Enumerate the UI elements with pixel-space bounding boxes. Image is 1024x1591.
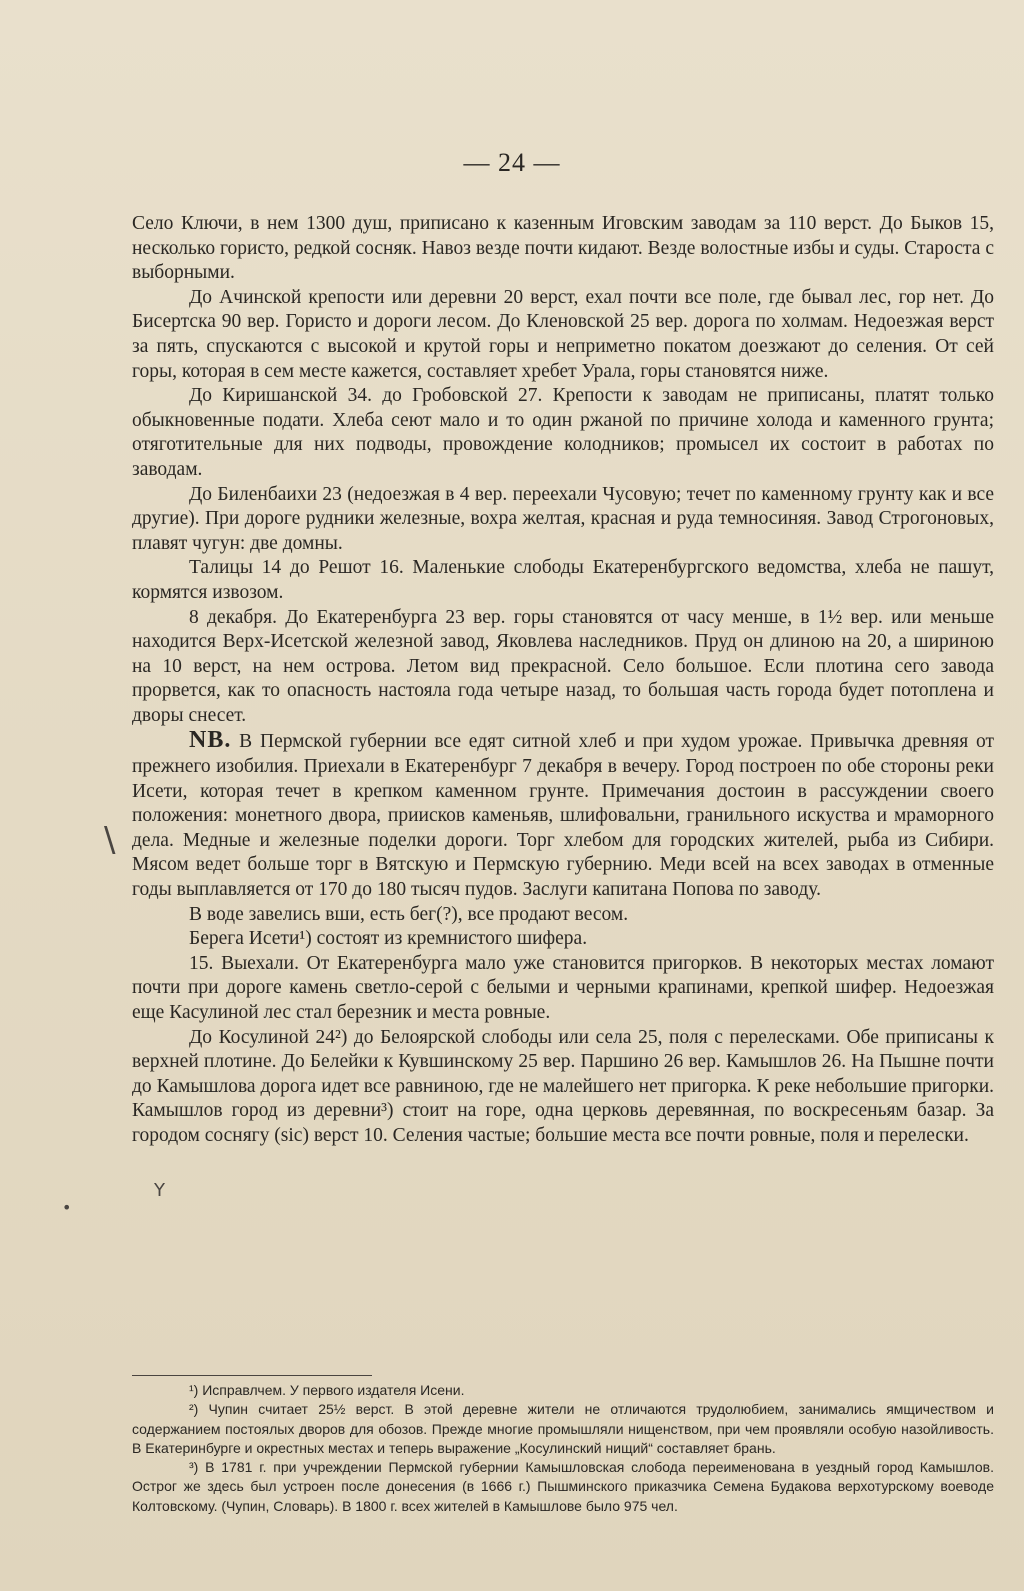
- footnote-divider: [132, 1375, 372, 1376]
- paragraph: Талицы 14 до Решот 16. Маленькие слободы Екатеренбургского ведомства, хлеба не пашут, кормятся извозом.: [132, 557, 994, 603]
- paragraph: В воде завелись вши, есть бег(?), все продают весом.: [189, 903, 629, 925]
- footnote: ²) Чупин считает 25½ верст. В этой деревне жители не отличаются трудолюбием, занимались ямщичеством и содержанием постоялых дворов для обозов. Прежде многие промышляли нищенством, при чем проявляли особую назойливость. В Екатеринбурге и окрестных местах и теперь выражение „Косулинский нищий“ составляет брань.: [132, 1401, 994, 1456]
- paragraph: До Косулиной 24²) до Белоярской слободы или села 25, поля с перелесками. Обе приписаны к верхней плотине. До Белейки к Кувшинскому 25 вер. Паршино 26 вер. Камышлов 26. На Пышне почти до Камышлова дорога идет все равниною, где не малейшего нет пригорка. К реке небольшие пригорки. Камышлов город из деревни³) стоит на горе, одна церковь деревянная, по воскресеньям базар. За городом соснягу (sic) верст 10. Селения частые; большие места все почти ровные, поля и перелески.: [132, 1026, 994, 1146]
- footnote: ¹) Исправлчем. У первого издателя Исени.: [189, 1382, 465, 1398]
- footnotes: [132, 1381, 994, 1516]
- nb-paragraph: [132, 728, 994, 902]
- footnote: ³) В 1781 г. при учреждении Пермской губернии Камышловская слобода переименована в уездный город Камышлов. Острог же здесь был устроен после донесения (в 1666 г.) Пышминского приказчика Семена Будакова верхотурскому воеводе Колтовскому. (Чупин, Словарь). В 1800 г. всех жителей в Камышлове было 975 чел.: [132, 1459, 994, 1514]
- paragraph: До Ачинской крепости или деревни 20 верст, ехал почти все поле, где бывал лес, гор нет. До Бисертска 90 вер. Гористо и дороги лесом. До Кленовской 25 вер. дорога по холмам. Недоезжая верст за пять, спускаются с высокой и крутой горы и неприметно покатом доезжают до селения. От сей горы, которая в сем месте кажется, составляет хребет Урала, горы становятся ниже.: [132, 286, 994, 382]
- paragraph: До Биленбаихи 23 (недоезжая в 4 вер. переехали Чусовую; течет по каменному грунту как и все другие). При дороге рудники железные, вохра желтая, красная и руда темносиняя. Завод Строгоновых, плавят чугун: две домны.: [132, 483, 994, 554]
- paragraph: Село Ключи, в нем 1300 душ, приписано к казенным Иговским заводам за 110 верст. До Быков 15, несколько гористо, редкой сосняк. Навоз везде почти кидают. Везде волостные избы и суды. Староста с выборными.: [132, 213, 994, 284]
- paragraph: Берега Исети¹) состоят из кремнистого шифера.: [189, 928, 588, 950]
- paragraph: 15. Выехали. От Екатеренбурга мало уже становится пригорков. В некоторых местах ломают почти при дороге камень светло-серой с белыми и черными крапинами, крепкой шифер. Недоезжая еще Касулиной лес стал березник и места ровные.: [132, 952, 994, 1023]
- page-number: — 24 —: [463, 148, 561, 177]
- margin-dot-mark: •: [62, 1198, 72, 1217]
- nb-text: В Пермской губернии все едят ситной хлеб и при худом урожае. Привычка древняя от прежнего изобилия. Приехали в Екатеренбург 7 декабря в вечеру. Город построен по обе стороны реки Исети, которая течет в крепком каменном грунте. Примечания достоин в рассуждении своего положения: монетного двора, приисков каменьяв, шлифовальни, гранильного искуства и мраморного дела. Медные и железные поделки дороги. Торг хлебом для городских жителей, рыба из Сибири. Мясом ведет больше торг в Вятскую и Пермскую губернию. Меди всей на всех заводах в отменные годы выплавляется от 170 до 180 тысяч пудов. Заслуги капитана Попова по заводу.: [132, 731, 995, 901]
- paragraph: До Киришанской 34. до Гробовской 27. Крепости к заводам не приписаны, платят только обыкновенные подати. Хлеба сеют мало и то один ржаной по причине холода и каменного грунта; отяготительные для них подводы, провождение колодников; промысел их состоит в работах по заводам.: [132, 385, 994, 480]
- margin-y-mark: Y: [154, 1180, 165, 1201]
- main-text: [132, 212, 994, 1149]
- paragraph: 8 декабря. До Екатеренбурга 23 вер. горы становятся от часу менше, в 1½ вер. или меньше находится Верх-Исетской железной завод, Яковлева наследников. Пруд он длиною на 20, а шириною на 10 верст, на нем острова. Летом вид прекрасной. Село большое. Если плотина сего завода прорвется, как то опасность настояла года четыре назад, то большая часть города будет потоплена и дворы снесет.: [132, 606, 994, 726]
- nb-label: NB.: [189, 727, 232, 754]
- margin-tick-mark: \: [104, 820, 116, 860]
